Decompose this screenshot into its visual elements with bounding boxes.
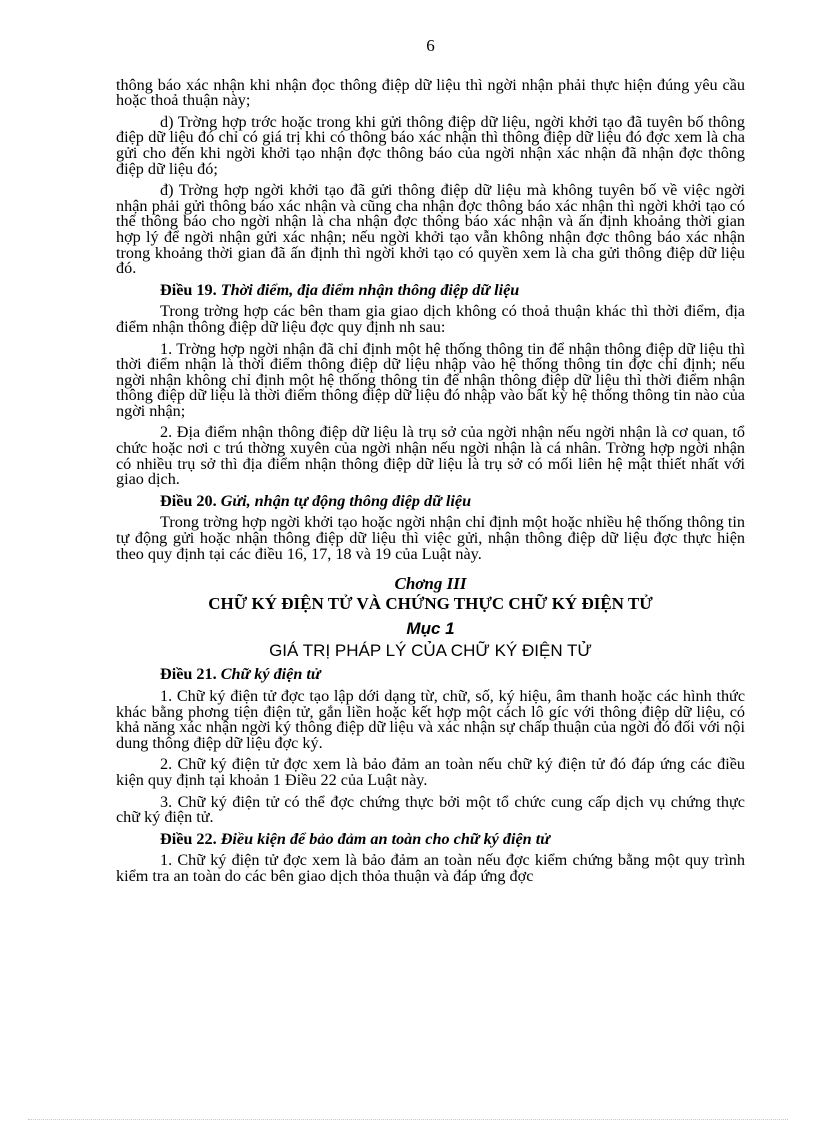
section-title: GIÁ TRỊ PHÁP LÝ CỦA CHỮ KÝ ĐIỆN TỬ xyxy=(269,641,592,661)
article-title: Điều kiện để bảo đảm an toàn cho chữ ký điện tử xyxy=(220,829,550,848)
paragraph: Trong trờng hợp ngời khởi tạo hoặc ngời nhận chỉ định một hoặc nhiều hệ thống thông tin tự động gửi hoặc nhận thông điệp dữ liệu thì việc gửi, nhận thông điệp dữ liệu đợc thực hiện theo quy định tại các điều 16, 17, 18 và 19 của Luật này. xyxy=(116,513,745,563)
paragraph: 3. Chữ ký điện tử có thể đợc chứng thực bởi một tổ chức cung cấp dịch vụ chứng thực chữ ký điện tử. xyxy=(116,792,745,827)
article-heading xyxy=(116,280,745,299)
article-heading xyxy=(116,667,745,683)
chapter-title: CHỮ KÝ ĐIỆN TỬ VÀ CHỨNG THỰC CHỮ KÝ ĐIỆN TỬ xyxy=(208,593,653,613)
paragraph: 1. Chữ ký điện tử đợc xem là bảo đảm an toàn nếu đợc kiểm chứng bằng một quy trình kiểm tra an toàn do các bên giao dịch thỏa thuận và đáp ứng đợc xyxy=(116,851,745,885)
article-title: Thời điểm, địa điểm nhận thông điệp dữ liệu xyxy=(220,280,520,299)
article-label: Điều 19. xyxy=(160,280,217,299)
article-heading xyxy=(116,829,745,848)
paragraph: thông báo xác nhận khi nhận đọc thông điệp dữ liệu thì ngời nhận phải thực hiện đúng yêu cầu hoặc thoả thuận này; xyxy=(116,75,745,110)
paragraph: d) Trờng hợp trớc hoặc trong khi gửi thông điệp dữ liệu, ngời khởi tạo đã tuyên bố thông điệp dữ liệu đó chỉ có giá trị khi có thông báo xác nhận thì thông điệp dữ liệu đó đợc xem là cha gửi cho đến khi ngời khởi tạo nhận đợc thông báo của ngời nhận xác nhận đã nhận đợc thông điệp dữ liệu đó; xyxy=(116,112,745,178)
document-body xyxy=(116,75,745,885)
paragraph: đ) Trờng hợp ngời khởi tạo đã gửi thông điệp dữ liệu mà không tuyên bố về việc ngời nhận phải gửi thông báo xác nhận và cũng cha nhận đợc thông báo xác nhận thì ngời khởi tạo có thể thông báo cho ngời nhận là cha nhận đợc thông báo xác nhận và ấn định khoảng thời gian hợp lý để ngời nhận gửi xác nhận; nếu ngời khởi tạo vẫn không nhận đợc thông báo xác nhận trong khoảng thời gian đã ấn định thì ngời khởi tạo có quyền xem là cha gửi thông điệp dữ liệu đó. xyxy=(116,181,745,278)
article-label: Điều 20. xyxy=(160,491,217,510)
article-heading xyxy=(116,491,745,510)
article-label: Điều 21. xyxy=(160,665,217,684)
paragraph: 2. Chữ ký điện tử đợc xem là bảo đảm an toàn nếu chữ ký điện tử đó đáp ứng các điều kiện quy định tại khoản 1 Điều 22 của Luật này. xyxy=(116,755,745,789)
paragraph: Trong trờng hợp các bên tham gia giao dịch không có thoả thuận khác thì thời điểm, địa điểm nhận thông điệp dữ liệu đợc quy định nh sau: xyxy=(116,302,745,336)
article-label: Điều 22. xyxy=(160,829,217,848)
article-title: Chữ ký điện tử xyxy=(220,665,321,684)
page-bottom-rule xyxy=(28,1119,788,1120)
section-heading: Mục 1 xyxy=(406,619,455,639)
paragraph: 1. Trờng hợp ngời nhận đã chỉ định một hệ thống thông tin để nhận thông điệp dữ liệu thì thời điểm nhận là thời điểm thông điệp dữ liệu nhập vào hệ thống thông tin đợc chỉ định; nếu ngời nhận không chỉ định một hệ thống thông tin để nhận thông điệp dữ liệu thì thời điểm nhận thông điệp dữ liệu là thời điểm thông điệp dữ liệu đó nhập vào bất kỳ hệ thống thông tin nào của ngời nhận; xyxy=(116,339,745,420)
paragraph: 1. Chữ ký điện tử đợc tạo lập dới dạng từ, chữ, số, ký hiệu, âm thanh hoặc các hình thức khác bằng phơng tiện điện tử, gắn liền hoặc kết hợp một cách lô gíc với thông điệp dữ liệu, có khả năng xác nhận ngời ký thông điệp dữ liệu và xác nhận sự chấp thuận của ngời đó đối với nội dung thông điệp dữ liệu đợc ký. xyxy=(116,687,745,752)
article-title: Gửi, nhận tự động thông điệp dữ liệu xyxy=(220,491,472,510)
document-page xyxy=(116,38,745,891)
paragraph: 2. Địa điểm nhận thông điệp dữ liệu là trụ sở của ngời nhận nếu ngời nhận là cơ quan, tổ chức hoặc nơi c trú thờng xuyên của ngời nhận nếu ngời nhận là cá nhân. Trờng hợp ngời nhận có nhiều trụ sở thì địa điểm nhận thông điệp dữ liệu là trụ sở có mối liên hệ mật thiết nhất với giao dịch. xyxy=(116,423,745,489)
chapter-heading: Chơng III xyxy=(394,574,467,594)
page-number: 6 xyxy=(426,36,435,55)
